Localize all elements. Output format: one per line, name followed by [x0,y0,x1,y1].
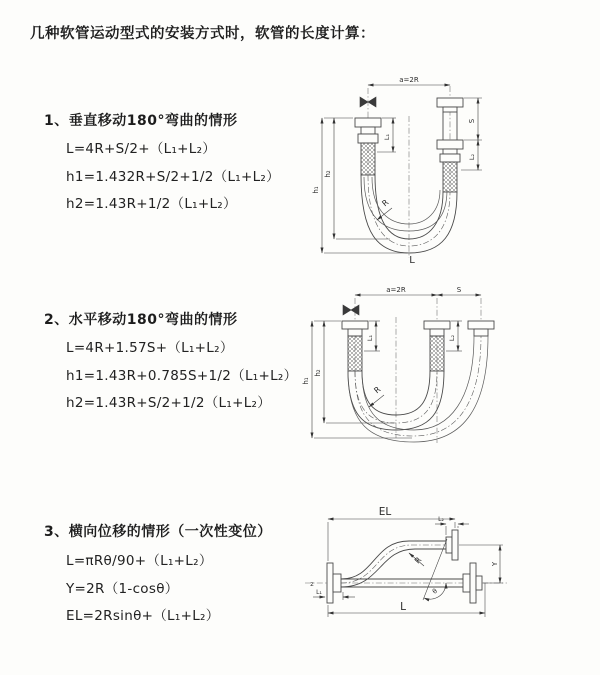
right-pipe-fitting [437,98,463,192]
section-3-formula-Y: Y=2R（1-cosθ） [66,581,179,597]
dim-L1-label: L₁ [383,133,391,141]
dim-Y-label: Y [491,561,499,567]
section-1-heading: 1、垂直移动180°弯曲的情形 [44,113,238,129]
dim-L2 [461,140,482,170]
braided-hose-left [361,143,375,175]
braided-hose-right [443,162,457,192]
dim-S-label: S [468,118,476,124]
upper-flange [446,530,458,560]
page-title: 几种软管运动型式的安装方式时，软管的长度计算： [30,26,375,42]
dim-S-label: S [456,286,462,294]
section-2-formula-L: L=4R+1.57S+（L₁+L₂） [66,340,234,356]
section-1-formula-h2: h2=1.43R+1/2（L₁+L₂） [66,196,237,212]
radius-label: R [412,555,424,566]
section-2-heading: 2、水平移动180°弯曲的情形 [44,312,238,328]
diagram-horizontal-180 [298,283,598,455]
section-1-formula-L: L=4R+S/2+（L₁+L₂） [66,141,217,157]
left-flange [327,563,341,603]
section-2-formula-h2: h2=1.43R+S/2+1/2（L₁+L₂） [66,395,272,411]
right-flange [463,563,482,603]
dim-a2R-label: a=2R [399,76,419,84]
middle-pipe-fitting [424,321,450,371]
radius-label: R [380,197,391,209]
section-2-formula-h1: h1=1.43R+0.785S+1/2（L₁+L₂） [66,368,298,384]
dim-L-label: L [400,601,406,613]
dim-a2R-label: a=2R [386,286,406,294]
dim-a2R [368,76,450,85]
braided-hose-middle [430,336,444,371]
dim-a2R [355,286,437,295]
dim-L2-label: L₂ [438,516,444,523]
dim-L1-label: L₁ [316,589,322,596]
dim-EL-label: EL [378,506,392,518]
centerline-break-mark: z [310,580,314,588]
dim-S [464,98,482,140]
diagram-lateral-displacement [297,496,597,631]
dim-S [437,286,481,295]
curved-hose-displaced [341,541,446,587]
radius-leader [409,553,424,566]
length-L-label: L [409,255,415,266]
diagram-vertical-180 [300,72,595,264]
dim-L [328,583,485,617]
dim-EL [328,506,455,561]
dim-L1-label: L₁ [366,334,374,342]
left-pipe-fitting [355,118,381,175]
braided-hose-left [348,336,362,371]
valve-icon [343,305,359,315]
dim-h2-label: h₂ [314,369,322,377]
dim-L2-label: L₂ [448,334,456,342]
section-3-formula-L: L=πRθ/90+（L₁+L₂） [66,553,213,569]
right-pipe-fitting [468,321,494,336]
section-3-formula-EL: EL=2Rsinθ+（L₁+L₂） [66,608,220,624]
left-pipe-fitting [342,321,368,371]
dim-h1-label: h₁ [312,186,320,194]
dim-h2-label: h₂ [324,170,332,178]
section-3-heading: 3、横向位移的情形（一次性变位） [44,524,272,540]
dim-L2-label: L₂ [468,153,476,161]
angle-theta-label: θ [430,586,439,596]
dim-h1-label: h₁ [302,377,310,385]
angle-theta [423,539,447,600]
section-1-formula-h1: h1=1.432R+S/2+1/2（L₁+L₂） [66,169,280,185]
radius-label: R [372,384,383,396]
radius-leader [369,385,384,407]
dim-h2 [324,118,390,239]
